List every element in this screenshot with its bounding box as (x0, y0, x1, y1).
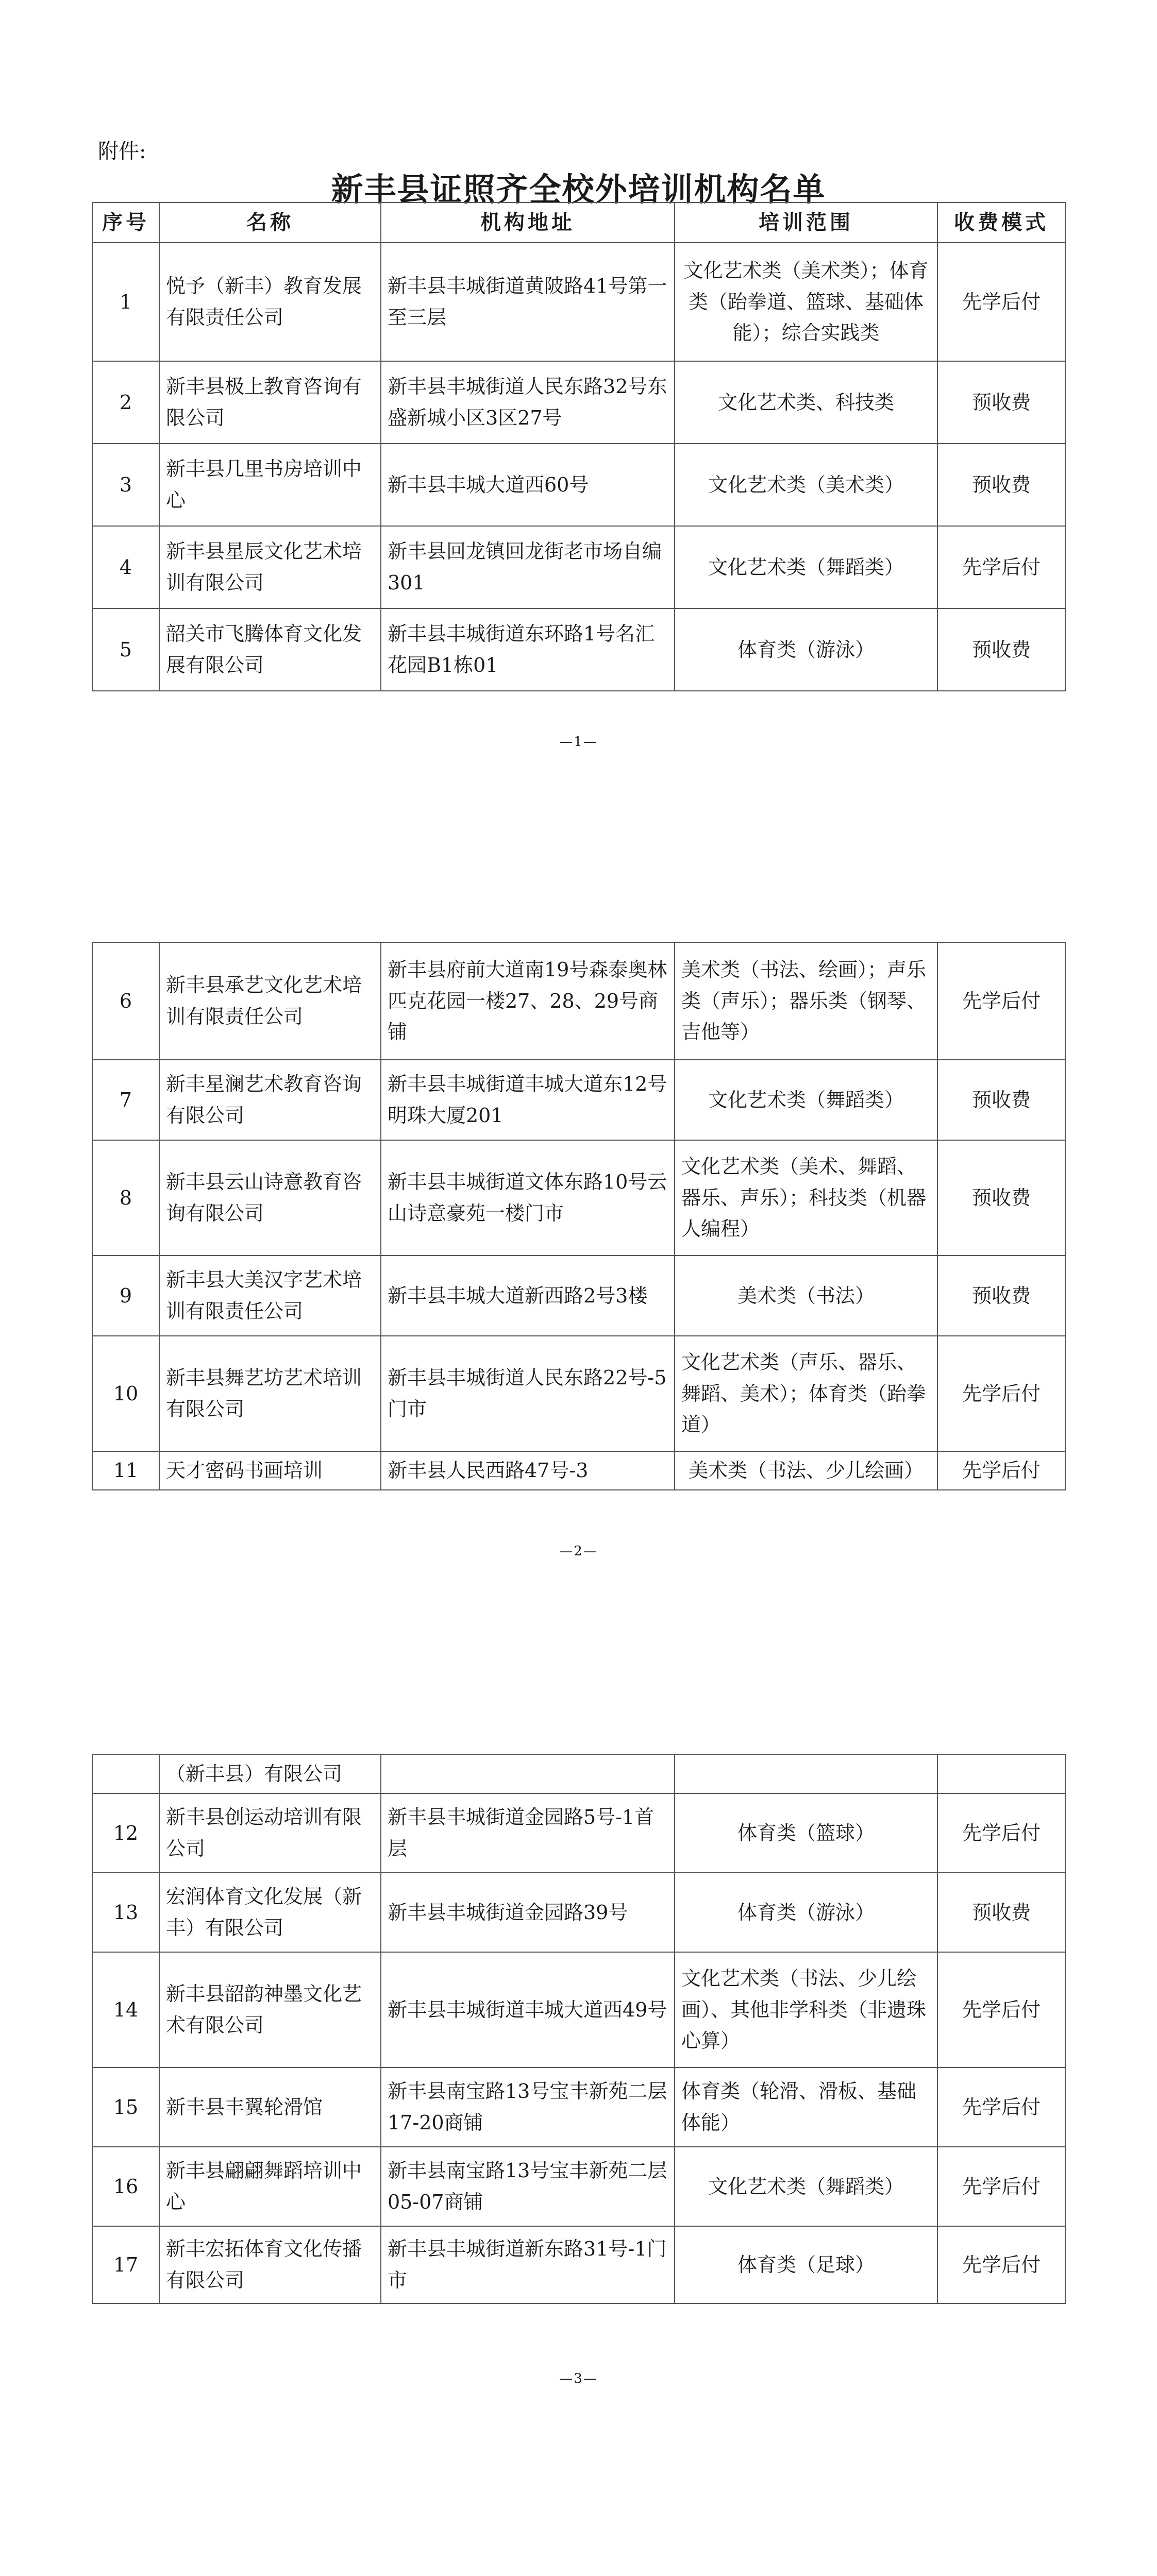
row-scope: 文化艺术类（舞蹈类） (675, 2147, 937, 2226)
row-scope: 文化艺术类（舞蹈类） (675, 1060, 937, 1140)
table-row (92, 1952, 1065, 2067)
row-name: 新丰县承艺文化艺术培训有限责任公司 (159, 942, 381, 1060)
row-no: 13 (92, 1873, 159, 1952)
page-number: —2— (559, 1544, 598, 1559)
row-no: 8 (92, 1140, 159, 1256)
row-scope (675, 1754, 937, 1793)
table-row (92, 243, 1065, 361)
row-name: 新丰县星辰文化艺术培训有限公司 (159, 526, 381, 608)
table-row (92, 1140, 1065, 1256)
row-scope: 体育类（游泳） (675, 1873, 937, 1952)
row-no: 16 (92, 2147, 159, 2226)
row-address: 新丰县丰城街道文体东路10号云山诗意豪苑一楼门市 (381, 1140, 675, 1256)
row-fee: 先学后付 (937, 1793, 1065, 1873)
row-name: 新丰县云山诗意教育咨询有限公司 (159, 1140, 381, 1256)
row-no: 10 (92, 1336, 159, 1451)
header-scope: 培训范围 (675, 202, 937, 243)
row-address: 新丰县丰城街道东环路1号名汇花园B1栋01 (381, 608, 675, 691)
row-no: 14 (92, 1952, 159, 2067)
page-number: —1— (559, 734, 598, 750)
row-fee: 先学后付 (937, 2147, 1065, 2226)
table-row (92, 608, 1065, 691)
row-name: 新丰宏拓体育文化传播有限公司 (159, 2226, 381, 2303)
table-row (92, 1060, 1065, 1140)
row-no: 3 (92, 444, 159, 526)
row-fee: 先学后付 (937, 2067, 1065, 2147)
row-no: 6 (92, 942, 159, 1060)
header-address: 机构地址 (381, 202, 675, 243)
row-scope: 文化艺术类、科技类 (675, 361, 937, 444)
row-address: 新丰县南宝路13号宝丰新苑二层05-07商铺 (381, 2147, 675, 2226)
row-no: 1 (92, 243, 159, 361)
row-name: 新丰县创运动培训有限公司 (159, 1793, 381, 1873)
header-name: 名称 (159, 202, 381, 243)
row-address: 新丰县丰城街道人民东路32号东盛新城小区3区27号 (381, 361, 675, 444)
row-no: 9 (92, 1256, 159, 1336)
row-name: 新丰县丰翼轮滑馆 (159, 2067, 381, 2147)
row-fee: 先学后付 (937, 942, 1065, 1060)
row-fee: 先学后付 (937, 2226, 1065, 2303)
table-header-row (92, 202, 1065, 243)
table-row (92, 1451, 1065, 1490)
table-row (92, 2147, 1065, 2226)
row-fee: 先学后付 (937, 1952, 1065, 2067)
row-name: 新丰星澜艺术教育咨询有限公司 (159, 1060, 381, 1140)
table-row (92, 526, 1065, 608)
row-name: 悦予（新丰）教育发展有限责任公司 (159, 243, 381, 361)
row-scope: 美术类（书法） (675, 1256, 937, 1336)
row-no: 12 (92, 1793, 159, 1873)
table-row (92, 2067, 1065, 2147)
row-name: 新丰县翩翩舞蹈培训中心 (159, 2147, 381, 2226)
row-no: 5 (92, 608, 159, 691)
row-address: 新丰县丰城街道丰城大道西49号 (381, 1952, 675, 2067)
table-row (92, 1873, 1065, 1952)
row-scope: 文化艺术类（书法、少儿绘画）、其他非学科类（非遗珠心算） (675, 1952, 937, 2067)
row-fee: 先学后付 (937, 1336, 1065, 1451)
row-address: 新丰县南宝路13号宝丰新苑二层17-20商铺 (381, 2067, 675, 2147)
row-fee: 预收费 (937, 1873, 1065, 1952)
row-address: 新丰县人民西路47号-3 (381, 1451, 675, 1490)
row-fee (937, 1754, 1065, 1793)
row-name: 宏润体育文化发展（新丰）有限公司 (159, 1873, 381, 1952)
row-fee: 先学后付 (937, 526, 1065, 608)
row-no: 7 (92, 1060, 159, 1140)
row-no: 2 (92, 361, 159, 444)
row-address: 新丰县府前大道南19号森泰奥林匹克花园一楼27、28、29号商铺 (381, 942, 675, 1060)
attachment-label: 附件: (98, 140, 146, 163)
row-scope: 美术类（书法、绘画）；声乐类（声乐）；器乐类（钢琴、吉他等） (675, 942, 937, 1060)
table-row (92, 1256, 1065, 1336)
row-fee: 预收费 (937, 361, 1065, 444)
table-row (92, 2226, 1065, 2303)
row-address: 新丰县丰城街道新东路31号-1门市 (381, 2226, 675, 2303)
row-address: 新丰县丰城街道丰城大道东12号明珠大厦201 (381, 1060, 675, 1140)
row-address: 新丰县丰城街道金园路5号-1首层 (381, 1793, 675, 1873)
row-scope: 文化艺术类（声乐、器乐、舞蹈、美术）；体育类（跆拳道） (675, 1336, 937, 1451)
row-fee: 预收费 (937, 1060, 1065, 1140)
row-address (381, 1754, 675, 1793)
page-number: —3— (559, 2371, 598, 2386)
row-fee: 预收费 (937, 608, 1065, 691)
row-name: 新丰县大美汉字艺术培训有限责任公司 (159, 1256, 381, 1336)
row-scope: 体育类（轮滑、滑板、基础体能） (675, 2067, 937, 2147)
institution-table-page-3 (92, 1754, 1066, 2304)
table-row (92, 1754, 1065, 1793)
row-no: 4 (92, 526, 159, 608)
row-fee: 预收费 (937, 1140, 1065, 1256)
table-row (92, 942, 1065, 1060)
row-no: 15 (92, 2067, 159, 2147)
row-scope: 文化艺术类（美术类） (675, 444, 937, 526)
row-address: 新丰县丰城街道黄陂路41号第一至三层 (381, 243, 675, 361)
table-row (92, 1793, 1065, 1873)
row-scope: 文化艺术类（舞蹈类） (675, 526, 937, 608)
header-no: 序号 (92, 202, 159, 243)
row-name: 新丰县舞艺坊艺术培训有限公司 (159, 1336, 381, 1451)
row-scope: 体育类（足球） (675, 2226, 937, 2303)
table-row (92, 1336, 1065, 1451)
row-fee: 预收费 (937, 444, 1065, 526)
row-name: （新丰县）有限公司 (159, 1754, 381, 1793)
row-address: 新丰县回龙镇回龙街老市场自编301 (381, 526, 675, 608)
row-name: 新丰县韶韵神墨文化艺术有限公司 (159, 1952, 381, 2067)
row-address: 新丰县丰城街道金园路39号 (381, 1873, 675, 1952)
row-scope: 体育类（篮球） (675, 1793, 937, 1873)
row-address: 新丰县丰城大道新西路2号3楼 (381, 1256, 675, 1336)
row-fee: 先学后付 (937, 243, 1065, 361)
institution-table-page-2 (92, 942, 1066, 1490)
row-scope: 美术类（书法、少儿绘画） (675, 1451, 937, 1490)
row-no: 17 (92, 2226, 159, 2303)
institution-table-page-1 (92, 202, 1066, 691)
row-name: 新丰县极上教育咨询有限公司 (159, 361, 381, 444)
table-row (92, 361, 1065, 444)
row-fee: 预收费 (937, 1256, 1065, 1336)
row-no: 11 (92, 1451, 159, 1490)
row-name: 天才密码书画培训 (159, 1451, 381, 1490)
table-row (92, 444, 1065, 526)
row-scope: 体育类（游泳） (675, 608, 937, 691)
row-no (92, 1754, 159, 1793)
row-address: 新丰县丰城大道西60号 (381, 444, 675, 526)
page-title: 新丰县证照齐全校外培训机构名单 (331, 171, 826, 208)
row-scope: 文化艺术类（美术类）；体育类（跆拳道、篮球、基础体能）；综合实践类 (675, 243, 937, 361)
header-fee: 收费模式 (937, 202, 1065, 243)
row-scope: 文化艺术类（美术、舞蹈、器乐、声乐）；科技类（机器人编程） (675, 1140, 937, 1256)
row-address: 新丰县丰城街道人民东路22号-5门市 (381, 1336, 675, 1451)
row-name: 新丰县几里书房培训中心 (159, 444, 381, 526)
row-name: 韶关市飞腾体育文化发展有限公司 (159, 608, 381, 691)
row-fee: 先学后付 (937, 1451, 1065, 1490)
